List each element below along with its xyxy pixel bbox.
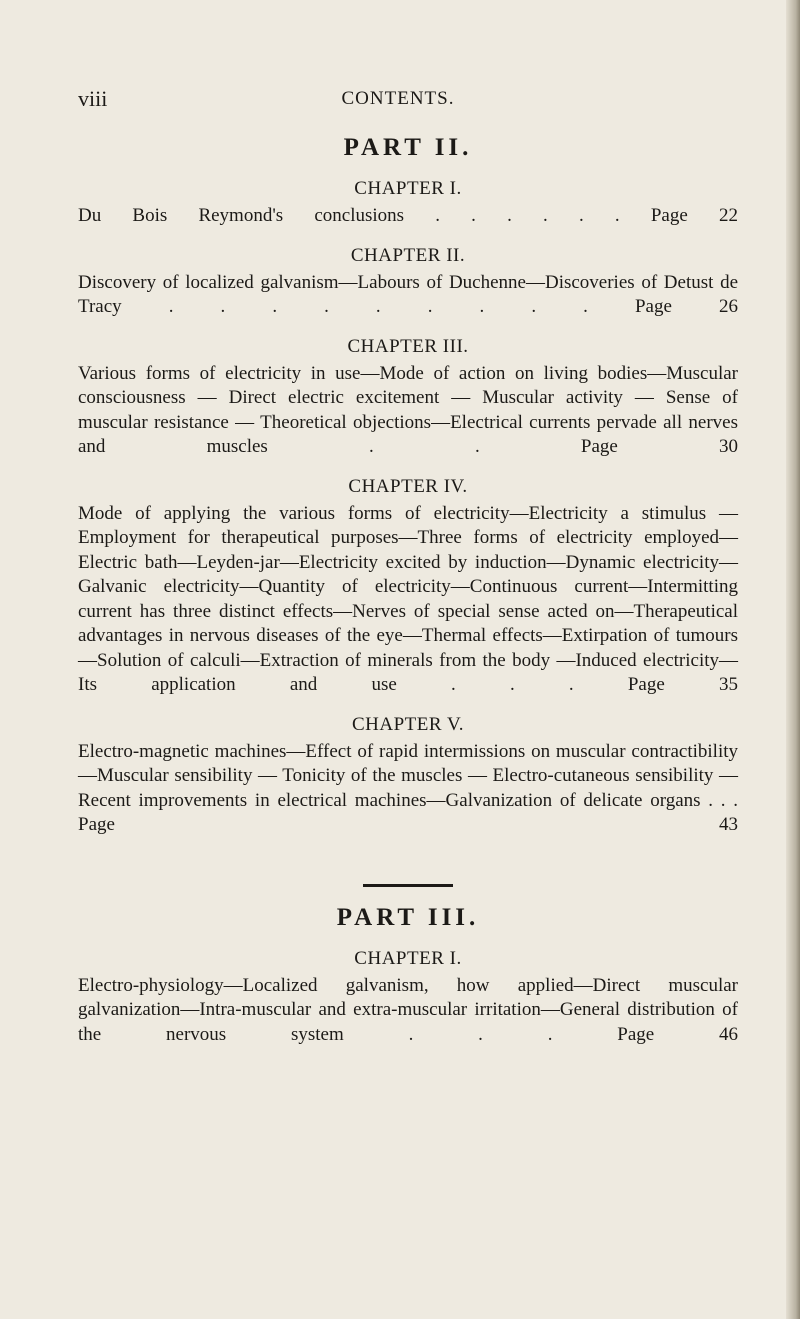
chapter-summary: Du Bois Reymond's conclusions . . . . . . Page 22 (78, 205, 738, 226)
chapter-summary: Various forms of electricity in use—Mode of action on living bodies—Muscular consciousness — Direct electric excitement — Muscular activity — Sense of muscular resistance — Theoretical objections—Electrical currents pervade all nerves and muscles . . Page 30 (78, 362, 738, 457)
chapter-summary: Electro-magnetic machines—Effect of rapid intermissions on muscular contractibility—Muscular sensibility — Tonicity of the muscles — Electro-cutaneous sensibility — Recent improvements in electrical machines—Galvanization of delicate organs . . . Page 43 (78, 740, 738, 835)
chapter-heading: CHAPTER III. (347, 335, 469, 357)
page-number: viii (78, 86, 108, 111)
page-header (78, 86, 718, 116)
page-edge-shadow (786, 0, 800, 1319)
chapter-entry (78, 245, 738, 320)
contents-body (78, 132, 738, 1047)
chapter-summary: Electro-physiology—Localized galvanism, how applied—Direct muscular galvanization—Intra-muscular and extra-muscular irritation—General distribution of the nervous system . . . Page 46 (78, 974, 738, 1045)
chapter-entry (78, 336, 738, 460)
running-title: CONTENTS. (341, 88, 455, 109)
chapter-heading: CHAPTER IV. (348, 475, 468, 497)
chapter-entry (78, 948, 738, 1048)
divider-rule (363, 884, 453, 887)
chapter-heading: CHAPTER I. (354, 947, 462, 969)
chapter-summary: Discovery of localized galvanism—Labours of Duchenne—Discoveries of Detust de Tracy . . . . . . . . . Page 26 (78, 271, 738, 317)
chapter-entry (78, 178, 738, 229)
chapter-heading: CHAPTER I. (354, 178, 462, 199)
chapter-entry (78, 476, 738, 698)
part-title: PART III. (336, 903, 480, 931)
part-title: PART II. (343, 134, 473, 161)
chapter-summary: Mode of applying the various forms of electricity—Electricity a stimulus —Employment for therapeutical purposes—Three forms of electricity employed—Electric bath—Leyden-jar—Electricity excited by induction—Dynamic electricity—Galvanic electricity—Quantity of electricity—Continuous current—Intermitting current has three distinct effects—Nerves of special sense acted on—Therapeutical advantages in nervous diseases of the eye—Thermal effects—Extirpation of tumours—Solution of calculi—Extraction of minerals from the body —Induced electricity—Its application and use . . . Page 35 (78, 502, 738, 695)
chapter-heading: CHAPTER II. (350, 244, 466, 266)
chapter-heading: CHAPTER V. (352, 713, 464, 735)
chapter-entry (78, 714, 738, 838)
section-divider (78, 874, 738, 878)
